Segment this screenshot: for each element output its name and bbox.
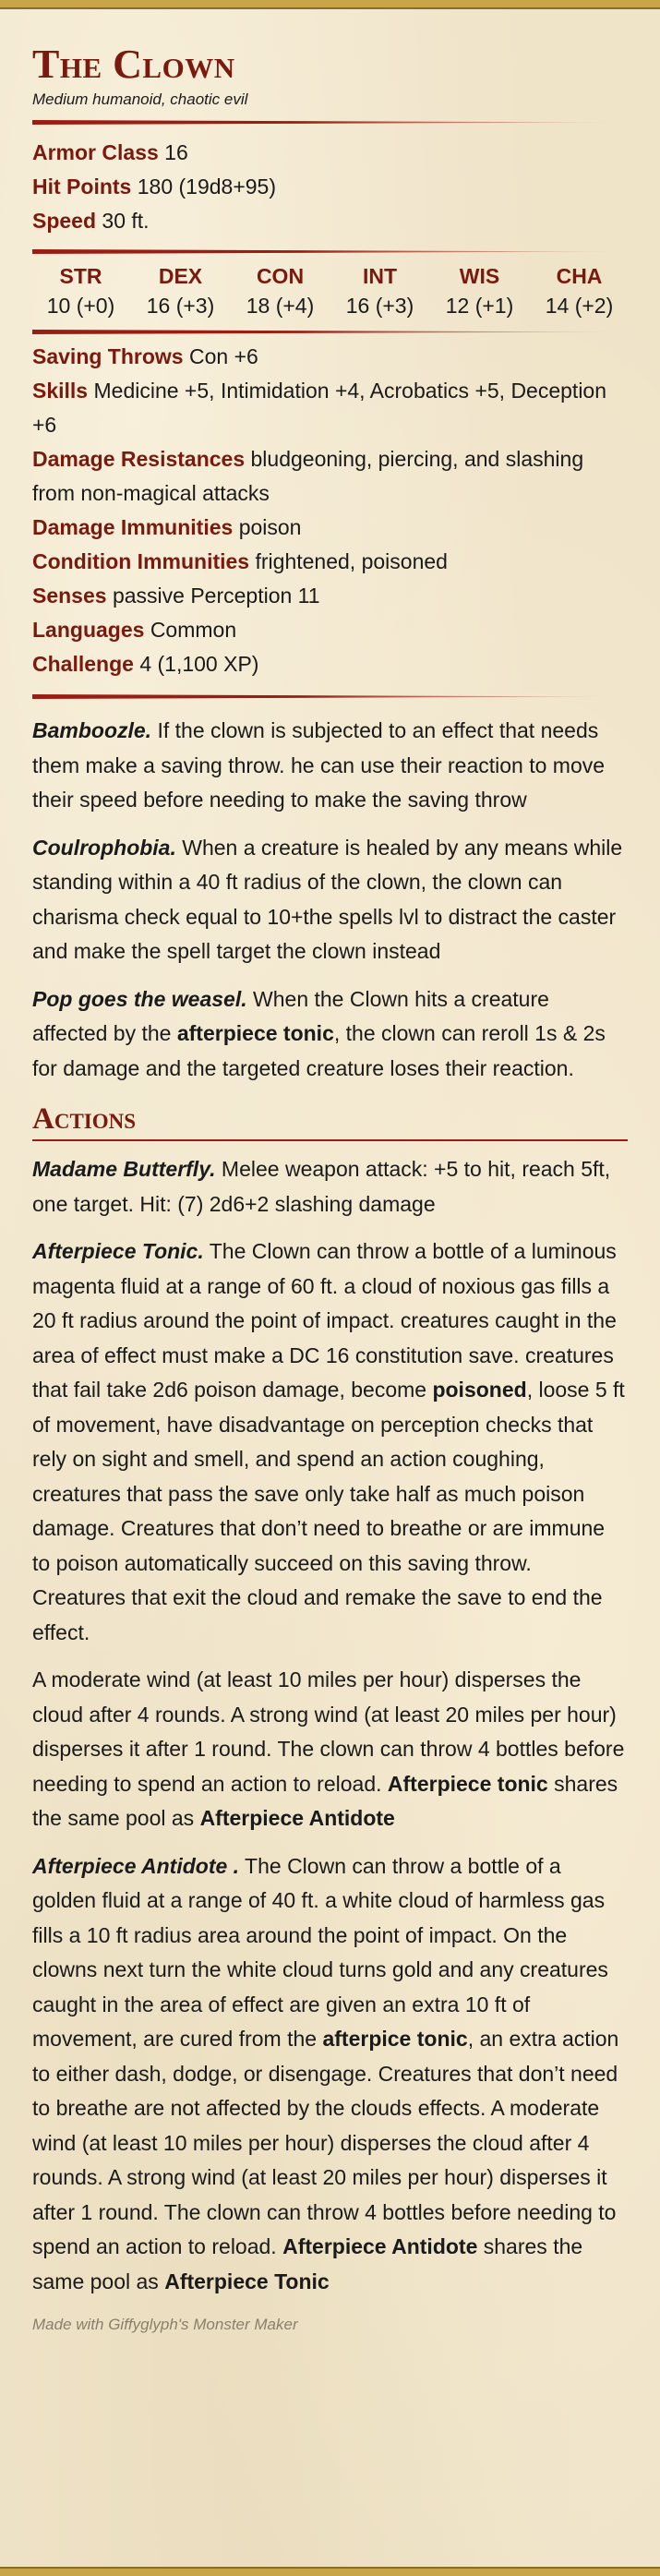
monster-name: The Clown bbox=[32, 42, 235, 87]
ability-scores bbox=[32, 261, 628, 320]
saving-throws-label: Saving Throws bbox=[32, 344, 184, 368]
saving-throws bbox=[32, 340, 628, 374]
ability-name: WIS bbox=[459, 264, 500, 288]
action-text: , an extra action to either dash, dodge, or disengage. Creatures that don’t need to breathe are not affected by the clouds effects. A moderate wind (at least 10 miles per hour) disperses the cloud after 4 rounds. A strong wind (at least 20 miles per hour) disperses it after 1 round. The clown can throw 4 bottles before needing to spend an action to reload. bbox=[32, 2027, 619, 2258]
divider bbox=[32, 330, 628, 334]
speed bbox=[32, 204, 628, 238]
saving-throws-value: Con +6 bbox=[188, 344, 258, 368]
trait-text: If the clown is subjected to an effect that needs them make a saving throw. he can use their reaction to move their speed before needing to make the saving throw bbox=[32, 718, 606, 812]
hit-points-value: 180 (19d8+95) bbox=[137, 175, 276, 199]
ability-name: DEX bbox=[158, 264, 203, 288]
condition-immunities-label: Condition Immunities bbox=[32, 549, 250, 573]
senses bbox=[32, 579, 628, 613]
ability-name: CHA bbox=[556, 264, 603, 288]
damage-immunities-label: Damage Immunities bbox=[32, 515, 234, 539]
ability-value: 12 (+1) bbox=[445, 294, 514, 318]
damage-resistances-label: Damage Resistances bbox=[32, 447, 246, 471]
senses-value: passive Perception 11 bbox=[112, 584, 320, 608]
actions-heading: Actions bbox=[32, 1101, 628, 1141]
skills-value: Medicine +5, Intimidation +4, Acrobatics +5, Deception +6 bbox=[32, 379, 607, 437]
condition-immunities bbox=[32, 545, 628, 579]
ability-wis bbox=[431, 261, 528, 320]
challenge bbox=[32, 647, 628, 681]
ability-name: INT bbox=[362, 264, 398, 288]
trait-name: Coulrophobia. bbox=[32, 835, 176, 860]
armor-class-value: 16 bbox=[164, 140, 188, 164]
senses-label: Senses bbox=[32, 584, 107, 608]
trait-pop-goes-the-weasel bbox=[32, 982, 628, 1087]
condition-immunities-value: frightened, poisoned bbox=[255, 549, 448, 573]
damage-immunities-value: poison bbox=[238, 515, 302, 539]
action-text: A moderate wind (at least 10 miles per hour) disperses the cloud after 4 rounds. A strong wind (at least 20 miles per hour) disperses it after 1 round. The clown can throw 4 bottles before needing to spend an action to reload. bbox=[32, 1667, 625, 1796]
action-text: shares the same pool as bbox=[32, 2234, 583, 2293]
action-text: , loose 5 ft of movement, have disadvantage on perception checks that rely on sight and smell, and spend an action coughing, creatures that pass the save only take half as much poison damage. Creatures that don’t need to breathe or are immune to poison automatically succeed on this saving throw. Creatures that exit the cloud and remake the save to end the effect. bbox=[32, 1378, 625, 1644]
challenge-value: 4 (1,100 XP) bbox=[139, 652, 259, 676]
trait-bold-term: afterpiece tonic bbox=[176, 1021, 334, 1045]
ability-con bbox=[232, 261, 329, 320]
action-name: Afterpiece Antidote . bbox=[32, 1853, 240, 1878]
damage-resistances bbox=[32, 442, 628, 511]
trait-text: When a creature is healed by any means while standing within a 40 ft radius of the clown, the clown can charisma check equal to 10+the spells lvl to distract the caster and make the spell target the clown instead bbox=[32, 835, 623, 963]
languages bbox=[32, 613, 628, 647]
action-bold-term: Afterpiece Antidote bbox=[282, 2234, 478, 2258]
ability-name: CON bbox=[256, 264, 305, 288]
ability-cha bbox=[531, 261, 628, 320]
speed-value: 30 ft. bbox=[102, 209, 150, 233]
monster-meta: Medium humanoid, chaotic evil bbox=[32, 90, 248, 108]
trait-name: Bamboozle. bbox=[32, 718, 152, 742]
action-madame-butterfly bbox=[32, 1152, 628, 1222]
challenge-label: Challenge bbox=[32, 652, 134, 676]
action-text: The Clown can throw a bottle of a luminous magenta fluid at a range of 60 ft. a cloud of noxious gas fills a 20 ft radius around the point of impact. creatures caught in the area of effect must make a DC 16 constitution save. creatures that fail take 2d6 poison damage, become bbox=[32, 1239, 617, 1402]
trait-text: , the clown can reroll 1s & 2s for damage and the targeted creature loses their reaction. bbox=[32, 1021, 606, 1080]
action-wind-note bbox=[32, 1663, 628, 1836]
hit-points-label: Hit Points bbox=[32, 175, 132, 199]
divider bbox=[32, 694, 628, 699]
skills bbox=[32, 374, 628, 442]
action-name: Afterpiece Tonic. bbox=[32, 1239, 204, 1263]
action-text: Melee weapon attack: +5 to hit, reach 5ft, one target. Hit: (7) 2d6+2 slashing damage bbox=[32, 1157, 611, 1216]
trait-name: Pop goes the weasel. bbox=[32, 986, 247, 1011]
ability-value: 16 (+3) bbox=[146, 294, 215, 318]
action-bold-term: poisoned bbox=[432, 1378, 527, 1402]
ability-value: 18 (+4) bbox=[246, 294, 315, 318]
action-afterpiece-antidote bbox=[32, 1849, 628, 2300]
armor-class bbox=[32, 136, 628, 170]
languages-label: Languages bbox=[32, 618, 145, 642]
footer-credit: Made with Giffyglyph's Monster Maker bbox=[32, 2316, 298, 2333]
action-bold-term: Afterpiece tonic bbox=[387, 1771, 548, 1796]
ability-name: STR bbox=[59, 264, 102, 288]
skills-label: Skills bbox=[32, 379, 89, 403]
trait-text: When the Clown hits a creature affected by the bbox=[32, 986, 549, 1045]
damage-resistances-value: bludgeoning, piercing, and slashing from non-magical attacks bbox=[32, 447, 584, 505]
action-bold-term: Afterpiece Tonic bbox=[164, 2269, 330, 2293]
trait-bamboozle bbox=[32, 714, 628, 818]
ability-int bbox=[331, 261, 428, 320]
hit-points bbox=[32, 170, 628, 204]
action-text: The Clown can throw a bottle of a golden fluid at a range of 40 ft. a white cloud of harmless gas fills a 10 ft radius area around the point of impact. On the clowns next turn the white cloud turns gold and any creatures caught in the area of effect are given an extra 10 ft of movement, are cured from the bbox=[32, 1853, 608, 2051]
divider bbox=[32, 120, 628, 125]
action-bold-term: afterpice tonic bbox=[322, 2027, 468, 2051]
ability-value: 10 (+0) bbox=[46, 294, 115, 318]
divider bbox=[32, 249, 628, 254]
ability-dex bbox=[132, 261, 229, 320]
languages-value: Common bbox=[150, 618, 237, 642]
action-afterpiece-tonic bbox=[32, 1234, 628, 1650]
ability-value: 16 (+3) bbox=[345, 294, 414, 318]
speed-label: Speed bbox=[32, 209, 97, 233]
trait-coulrophobia bbox=[32, 831, 628, 969]
action-text: shares the same pool as bbox=[32, 1771, 618, 1830]
ability-value: 14 (+2) bbox=[545, 294, 614, 318]
action-name: Madame Butterfly. bbox=[32, 1157, 216, 1181]
armor-class-label: Armor Class bbox=[32, 140, 159, 164]
ability-str bbox=[32, 261, 129, 320]
damage-immunities bbox=[32, 511, 628, 545]
action-bold-term: Afterpiece Antidote bbox=[199, 1806, 395, 1830]
